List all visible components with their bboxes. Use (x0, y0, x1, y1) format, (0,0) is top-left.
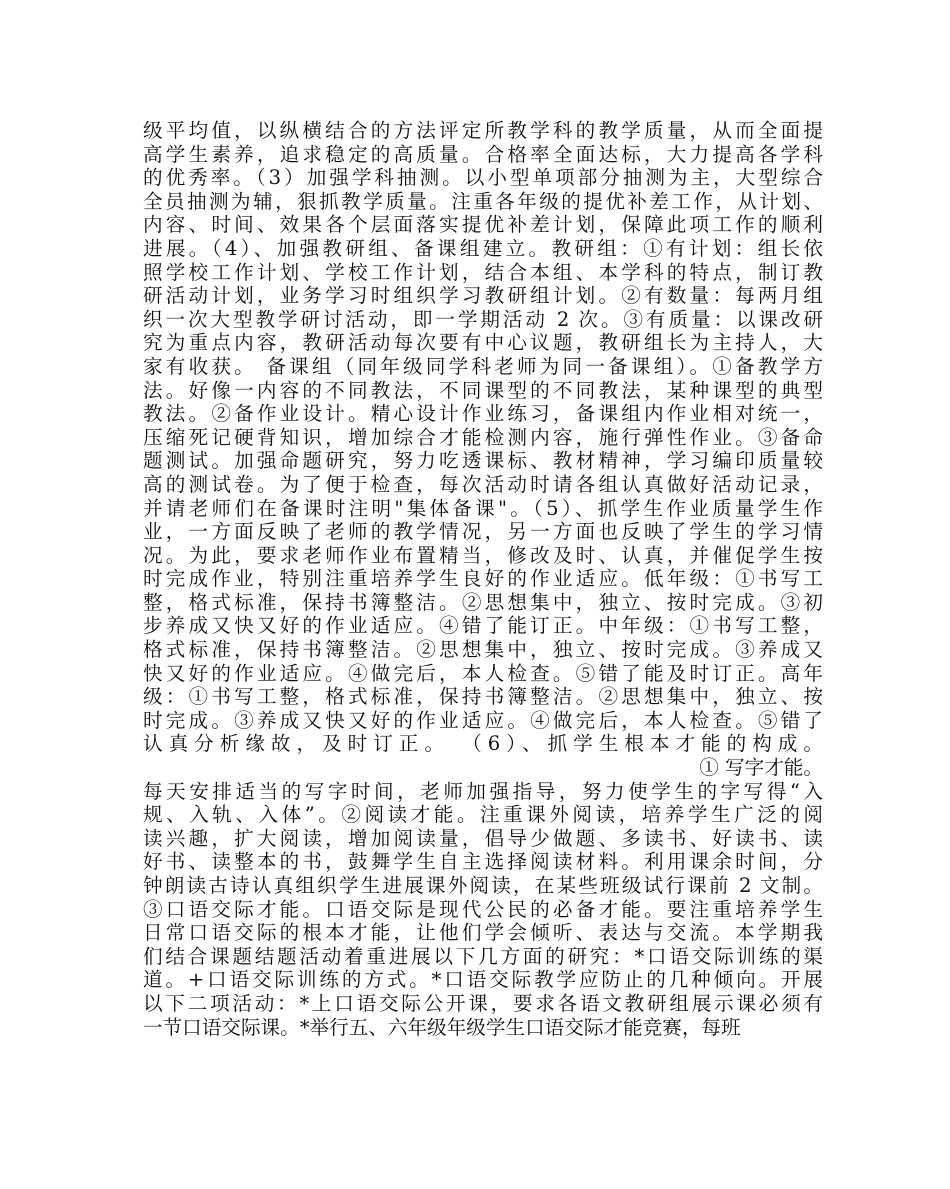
text-line: 格式标准，保持书簿整洁。②思想集中，独立、按时完成。③养成又 (143, 638, 823, 662)
text-line: 好书、读整本的书，鼓舞学生自主选择阅读材料。利用课余时间，分 (143, 850, 823, 874)
text-line: 照学校工作计划、学校工作计划，结合本组、本学科的特点，制订教 (143, 260, 823, 284)
text-line: 研活动计划，业务学习时组织学习教研组计划。②有数量：每两月组 (143, 284, 823, 308)
text-line: 内容、时间、效果各个层面落实提优补差计划，保障此项工作的顺利 (143, 213, 823, 237)
text-line: 日常口语交际的根本才能，让他们学会倾听、表达与交流。本学期我 (143, 921, 823, 945)
text-line: 一节口语交际课。*举行五、六年级年级学生口语交际才能竞赛，每班 (143, 1015, 741, 1039)
text-line: 高学生素养，追求稳定的高质量。合格率全面达标，大力提高各学科 (143, 142, 823, 166)
text-line: 整，格式标准，保持书簿整洁。②思想集中，独立、按时完成。③初 (143, 590, 823, 614)
text-line: ③口语交际才能。口语交际是现代公民的必备才能。要注重培养学生 (143, 897, 823, 921)
text-line: 级：①书写工整，格式标准，保持书簿整洁。②思想集中，独立、按 (143, 685, 823, 709)
text-line: 究为重点内容，教研活动每次要有中心议题，教研组长为主持人，大 (143, 331, 823, 355)
text-line: 业，一方面反映了老师的教学情况，另一方面也反映了学生的学习情 (143, 520, 823, 544)
text-line: 时完成。③养成又快又好的作业适应。④做完后，本人检查。⑤错了 (143, 708, 823, 732)
text-line: 教法。②备作业设计。精心设计作业练习，备课组内作业相对统一， (143, 402, 823, 426)
text-line: 进展。（4）、加强教研组、备课组建立。教研组：①有计划：组长依 (143, 236, 823, 260)
text-line: 时完成作业，特别注重培养学生良好的作业适应。低年级：①书写工 (143, 567, 823, 591)
text-line: 全员抽测为辅，狠抓教学质量。注重各年级的提优补差工作，从计划、 (143, 189, 823, 213)
text-line: 读兴趣，扩大阅读，增加阅读量，倡导少做题、多读书、好读书、读 (143, 826, 823, 850)
text-line: 以下二项活动：*上口语交际公开课，要求各语文教研组展示课必须有 (143, 991, 823, 1015)
text-line: 家有收获。 备课组（同年级同学科老师为同一备课组）。①备教学方 (143, 354, 823, 378)
text-line: 规、入轨、入体”。②阅读才能。注重课外阅读，培养学生广泛的阅 (143, 803, 823, 827)
text-line: 压缩死记硬背知识，增加综合才能检测内容，施行弹性作业。③备命 (143, 425, 823, 449)
text-line: 每天安排适当的写字时间，老师加强指导，努力使学生的字写得“入 (143, 779, 823, 803)
text-line: 并请老师们在备课时注明"集体备课"。（5）、抓学生作业质量学生作 (143, 496, 823, 520)
text-line: 们结合课题结题活动着重进展以下几方面的研究：*口语交际训练的渠 (143, 944, 823, 968)
text-line: 的优秀率。（3）加强学科抽测。以小型单项部分抽测为主，大型综合 (143, 166, 823, 190)
text-line: 法。好像一内容的不同教法，不同课型的不同教法，某种课型的典型 (143, 378, 823, 402)
text-line: 步养成又快又好的作业适应。④错了能订正。中年级：①书写工整， (143, 614, 823, 638)
text-line: ① 写字才能。 (699, 756, 823, 780)
body-text (143, 119, 823, 1039)
text-line: 织一次大型教学研讨活动，即一学期活动 2 次。③有质量：以课改研 (143, 307, 823, 331)
text-line: 高的测试卷。为了便于检查，每次活动时请各组认真做好活动记录， (143, 472, 823, 496)
text-line: 认真分析缘故，及时订正。 （6）、抓学生根本才能的构成。 (143, 732, 823, 756)
text-line: 快又好的作业适应。④做完后，本人检查。⑤错了能及时订正。高年 (143, 661, 823, 685)
text-line: 钟朗读古诗认真组织学生进展课外阅读，在某些班级试行课前 2 文制。 (143, 874, 823, 897)
text-line: 道。+口语交际训练的方式。*口语交际教学应防止的几种倾向。开展 (143, 968, 823, 992)
text-line: 题测试。加强命题研究，努力吃透课标、教材精神，学习编印质量较 (143, 449, 823, 473)
text-line: 级平均值，以纵横结合的方法评定所教学科的教学质量，从而全面提 (143, 119, 823, 142)
text-line: 况。为此，要求老师作业布置精当，修改及时、认真，并催促学生按 (143, 543, 823, 567)
